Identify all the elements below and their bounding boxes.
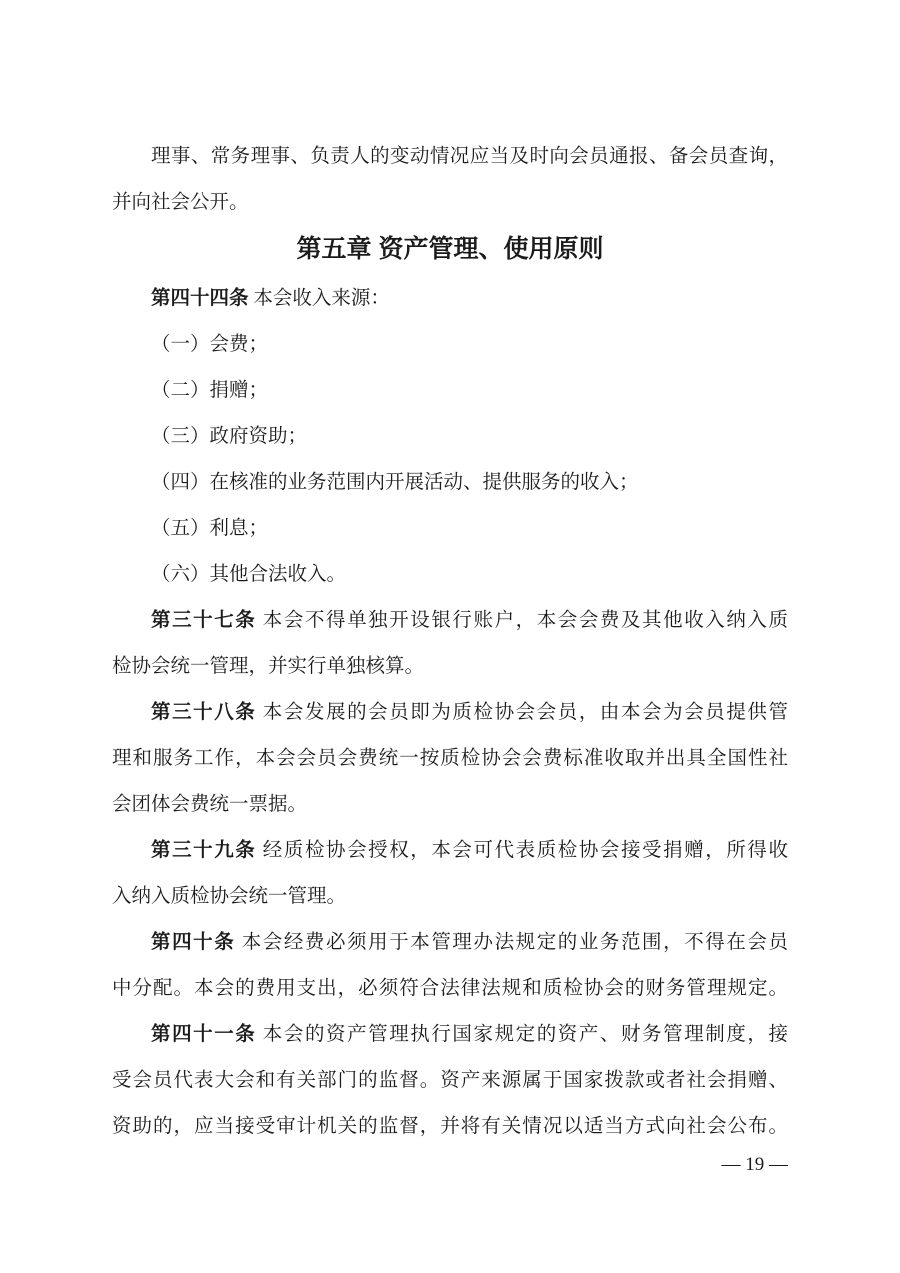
article-number: 第三十九条 [151,840,257,861]
article-38 [112,690,788,828]
text-line: 第四十条 本会经费必须用于本管理办法规定的业务范围，不得在会员 [151,932,788,953]
list-item-4 [112,460,788,506]
document-body [112,134,788,1178]
text-line: （一）会费； [151,334,269,355]
list-item-6 [112,552,788,598]
text-line: （四）在核准的业务范围内开展活动、提供服务的收入； [151,472,639,493]
article-37 [112,598,788,690]
text-line: 中分配。本会的费用支出，必须符合法律法规和质检协会的财务管理规定。 [112,978,788,999]
article-number: 第三十八条 [151,702,257,723]
text-line: 并向社会公开。 [112,192,249,213]
text-line: 检协会统一管理，并实行单独核算。 [112,656,425,677]
article-number: 第三十七条 [151,610,257,631]
text-line: （二）捐赠； [151,380,269,401]
para-intro [112,134,788,226]
footer [112,1152,788,1178]
article-41 [112,1012,788,1150]
text-line: 会团体会费统一票据。 [112,794,308,815]
list-item-1 [112,322,788,368]
article-40 [112,920,788,1012]
chapter-heading: 第五章 资产管理、使用原则 [296,235,604,263]
list-item-3 [112,414,788,460]
text-line: （五）利息； [151,518,269,539]
text-line: 资助的，应当接受审计机关的监督，并将有关情况以适当方式向社会公布。 [112,1116,788,1137]
list-item-5 [112,506,788,552]
text-line: 第四十四条 本会收入来源： [151,288,390,309]
text-line: 第三十七条 本会不得单独开设银行账户，本会会费及其他收入纳入质 [151,610,788,631]
article-number: 第四十一条 [151,1024,257,1045]
article-39 [112,828,788,920]
text-line: （六）其他合法收入。 [151,564,347,585]
text-line: （三）政府资助； [151,426,308,447]
article-44 [112,276,788,322]
page-number: — 19 — [721,1154,788,1175]
text-line: 理和服务工作，本会会员会费统一按质检协会会费标准收取并出具全国性社 [112,748,788,769]
text-line: 第三十九条 经质检协会授权，本会可代表质检协会接受捐赠，所得收 [151,840,788,861]
text-line: 理事、常务理事、负责人的变动情况应当及时向会员通报、备会员查询， [151,146,788,167]
article-number: 第四十条 [151,932,236,953]
text-line: 受会员代表大会和有关部门的监督。资产来源属于国家拨款或者社会捐赠、 [112,1070,788,1091]
text-line: 第四十一条 本会的资产管理执行国家规定的资产、财务管理制度，接 [151,1024,788,1045]
article-number: 第四十四条 [151,288,249,309]
text-line: 入纳入质检协会统一管理。 [112,886,347,907]
list-item-2 [112,368,788,414]
text-line: 第三十八条 本会发展的会员即为质检协会会员，由本会为会员提供管 [151,702,788,723]
